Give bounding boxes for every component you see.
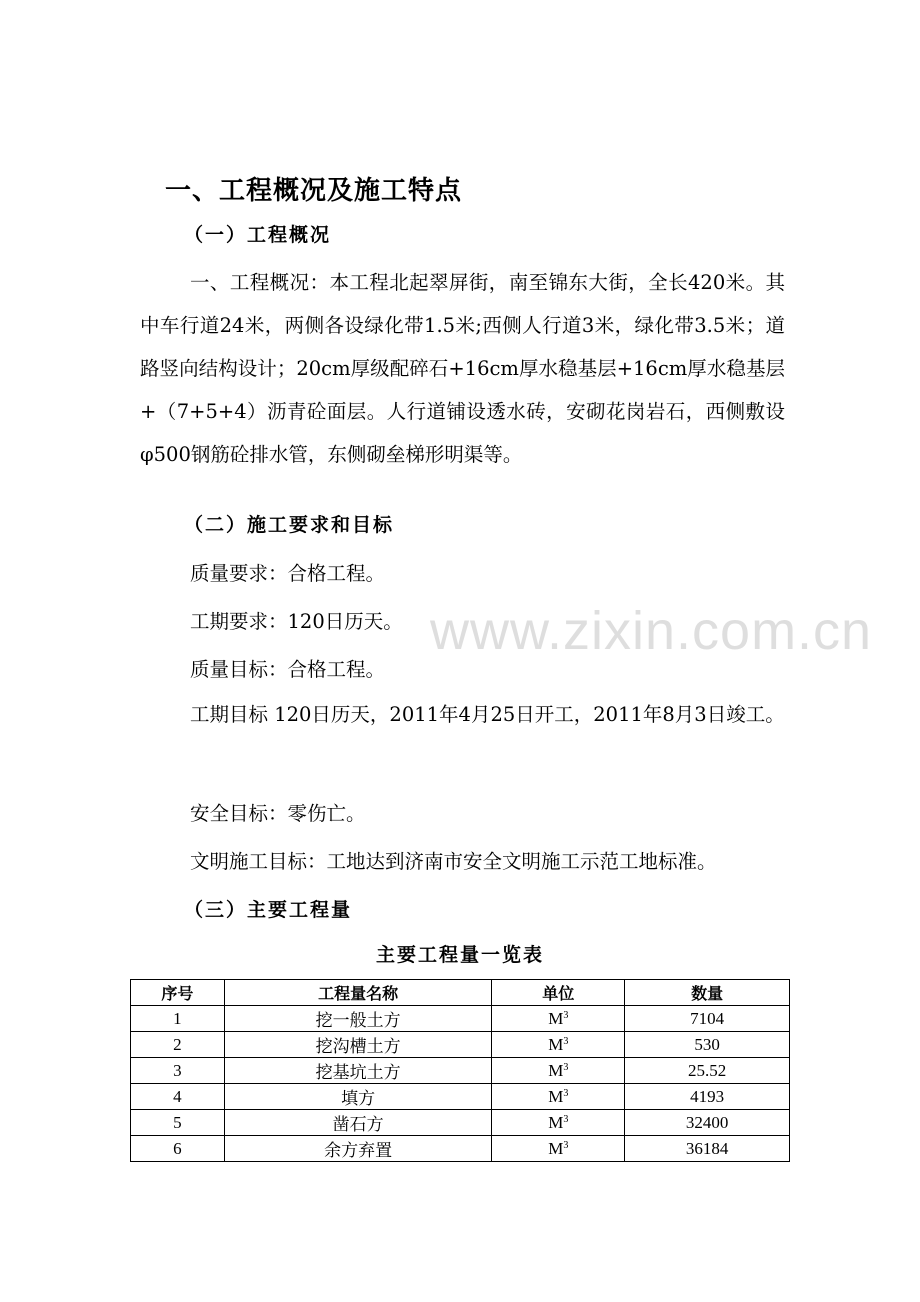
row-no: 4 [131, 1084, 225, 1110]
row-qty: 7104 [625, 1006, 790, 1032]
page-heading: 一、工程概况及施工特点 [165, 176, 463, 206]
row-name: 挖基坑土方 [224, 1058, 492, 1084]
row-qty: 4193 [625, 1084, 790, 1110]
header-name: 工程量名称 [224, 980, 492, 1006]
table-header-row [131, 980, 790, 1006]
unit-base: M [548, 1060, 564, 1080]
header-qty: 数量 [625, 980, 790, 1006]
overview-paragraph: 一、工程概况：本工程北起翠屏街，南至锦东大街，全长420米。其中车行道24米，两侧各设绿化带1.5米;西侧人行道3米，绿化带3.5米；道路竖向结构设计；20cm厚级配碎石+16cm厚水稳基层+16cm厚水稳基层+（7+5+4）沥青砼面层。人行道铺设透水砖，安砌花岗岩石，西侧敷设φ500钢筋砼排水管，东侧砌垒梯形明渠等。 [140, 271, 785, 466]
unit-base: M [548, 1086, 564, 1106]
table-row [131, 1032, 790, 1058]
unit-sup: 3 [563, 1087, 569, 1099]
row-unit [492, 1058, 625, 1084]
row-no: 3 [131, 1058, 225, 1084]
period-goal: 工期目标 120日历天，2011年4月25日开工，2011年8月3日竣工。 [190, 703, 785, 726]
unit-sup: 3 [563, 1113, 569, 1125]
table-caption: 主要工程量一览表 [375, 944, 544, 966]
unit-sup: 3 [563, 1061, 569, 1073]
row-qty: 32400 [625, 1110, 790, 1136]
row-no: 2 [131, 1032, 225, 1058]
unit-sup: 3 [563, 1035, 569, 1047]
unit-base: M [548, 1138, 564, 1158]
table-row [131, 1110, 790, 1136]
row-name: 挖一般土方 [224, 1006, 492, 1032]
row-qty: 25.52 [625, 1058, 790, 1084]
row-unit [492, 1032, 625, 1058]
row-no: 6 [131, 1136, 225, 1162]
table-body [131, 1006, 790, 1162]
unit-sup: 3 [563, 1139, 569, 1151]
header-no: 序号 [131, 980, 225, 1006]
row-no: 1 [131, 1006, 225, 1032]
row-unit [492, 1084, 625, 1110]
row-no: 5 [131, 1110, 225, 1136]
unit-base: M [548, 1112, 564, 1132]
table-row [131, 1006, 790, 1032]
row-unit [492, 1110, 625, 1136]
unit-sup: 3 [563, 1009, 569, 1021]
quantities-table [130, 979, 790, 1162]
unit-base: M [548, 1008, 564, 1028]
section-title-overview: （一）工程概况 [184, 224, 332, 246]
unit-base: M [548, 1034, 564, 1054]
row-qty: 36184 [625, 1136, 790, 1162]
row-name: 填方 [224, 1084, 492, 1110]
row-name: 凿石方 [224, 1110, 492, 1136]
civil-construction-goal: 文明施工目标：工地达到济南市安全文明施工示范工地标准。 [190, 850, 717, 873]
row-qty: 530 [625, 1032, 790, 1058]
row-unit [492, 1006, 625, 1032]
watermark: www.zixin.com.cn [430, 601, 873, 661]
header-unit: 单位 [492, 980, 625, 1006]
table-row [131, 1084, 790, 1110]
section-title-quantities: （三）主要工程量 [184, 899, 353, 921]
section-title-requirements: （二）施工要求和目标 [184, 514, 395, 536]
row-unit [492, 1136, 625, 1162]
quality-requirement: 质量要求：合格工程。 [190, 562, 386, 585]
table-row [131, 1058, 790, 1084]
row-name: 挖沟槽土方 [224, 1032, 492, 1058]
row-name: 余方弃置 [224, 1136, 492, 1162]
quality-goal: 质量目标：合格工程。 [190, 658, 386, 681]
period-requirement: 工期要求：120日历天。 [190, 610, 403, 633]
safety-goal: 安全目标：零伤亡。 [190, 802, 366, 825]
table-row [131, 1136, 790, 1162]
